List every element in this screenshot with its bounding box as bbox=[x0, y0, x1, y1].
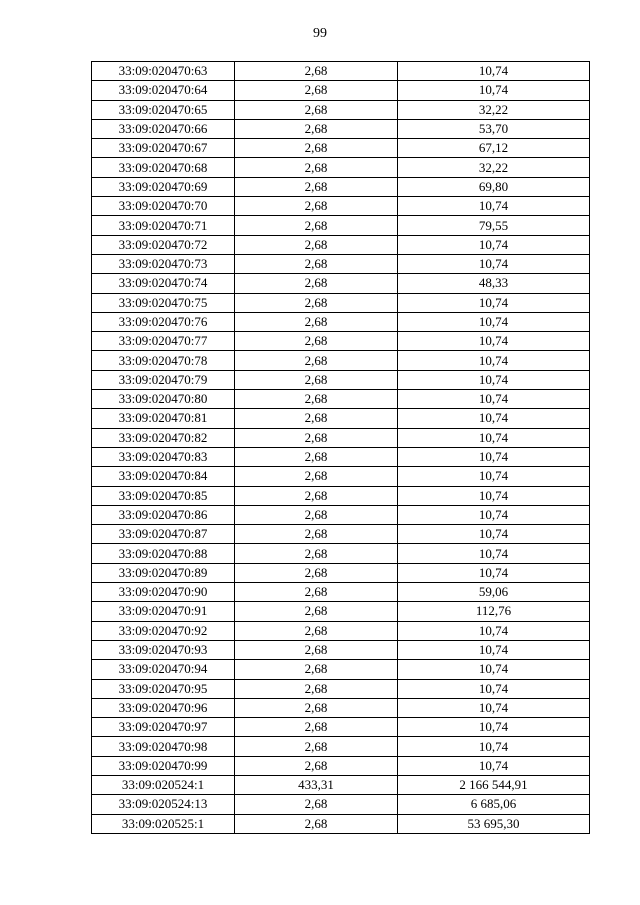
table-row bbox=[92, 312, 590, 331]
cadastral-number-cell: 33:09:020525:1 bbox=[92, 814, 235, 833]
amount-cell: 10,74 bbox=[398, 312, 590, 331]
table-body bbox=[92, 62, 590, 834]
table-row bbox=[92, 139, 590, 158]
table-row bbox=[92, 177, 590, 196]
cadastral-number-cell: 33:09:020524:1 bbox=[92, 775, 235, 794]
value-cell: 2,68 bbox=[235, 332, 398, 351]
value-cell: 2,68 bbox=[235, 312, 398, 331]
value-cell: 2,68 bbox=[235, 447, 398, 466]
cadastral-number-cell: 33:09:020470:97 bbox=[92, 718, 235, 737]
amount-cell: 10,74 bbox=[398, 428, 590, 447]
cadastral-number-cell: 33:09:020470:65 bbox=[92, 100, 235, 119]
table-row bbox=[92, 293, 590, 312]
amount-cell: 2 166 544,91 bbox=[398, 775, 590, 794]
amount-cell: 10,74 bbox=[398, 370, 590, 389]
table-row bbox=[92, 621, 590, 640]
amount-cell: 10,74 bbox=[398, 467, 590, 486]
table-row bbox=[92, 100, 590, 119]
table-row bbox=[92, 814, 590, 833]
cadastral-number-cell: 33:09:020470:64 bbox=[92, 81, 235, 100]
cadastral-number-cell: 33:09:020470:69 bbox=[92, 177, 235, 196]
value-cell: 2,68 bbox=[235, 756, 398, 775]
value-cell: 2,68 bbox=[235, 679, 398, 698]
cadastral-number-cell: 33:09:020470:81 bbox=[92, 409, 235, 428]
table-row bbox=[92, 390, 590, 409]
value-cell: 2,68 bbox=[235, 544, 398, 563]
amount-cell: 10,74 bbox=[398, 525, 590, 544]
table-row bbox=[92, 274, 590, 293]
value-cell: 2,68 bbox=[235, 583, 398, 602]
value-cell: 2,68 bbox=[235, 698, 398, 717]
amount-cell: 48,33 bbox=[398, 274, 590, 293]
table-row bbox=[92, 698, 590, 717]
table-row bbox=[92, 447, 590, 466]
amount-cell: 10,74 bbox=[398, 563, 590, 582]
amount-cell: 112,76 bbox=[398, 602, 590, 621]
amount-cell: 10,74 bbox=[398, 62, 590, 81]
table-row bbox=[92, 544, 590, 563]
cadastral-number-cell: 33:09:020470:86 bbox=[92, 505, 235, 524]
value-cell: 2,68 bbox=[235, 158, 398, 177]
cadastral-number-cell: 33:09:020470:99 bbox=[92, 756, 235, 775]
amount-cell: 10,74 bbox=[398, 332, 590, 351]
value-cell: 2,68 bbox=[235, 814, 398, 833]
table-row bbox=[92, 795, 590, 814]
table-row bbox=[92, 351, 590, 370]
amount-cell: 10,74 bbox=[398, 81, 590, 100]
value-cell: 2,68 bbox=[235, 621, 398, 640]
amount-cell: 10,74 bbox=[398, 197, 590, 216]
amount-cell: 53,70 bbox=[398, 119, 590, 138]
amount-cell: 10,74 bbox=[398, 409, 590, 428]
table-row bbox=[92, 81, 590, 100]
table-row bbox=[92, 718, 590, 737]
table-row bbox=[92, 583, 590, 602]
amount-cell: 69,80 bbox=[398, 177, 590, 196]
cadastral-number-cell: 33:09:020470:88 bbox=[92, 544, 235, 563]
value-cell: 2,68 bbox=[235, 351, 398, 370]
amount-cell: 10,74 bbox=[398, 640, 590, 659]
value-cell: 2,68 bbox=[235, 235, 398, 254]
table-row bbox=[92, 428, 590, 447]
amount-cell: 10,74 bbox=[398, 660, 590, 679]
table-row bbox=[92, 197, 590, 216]
value-cell: 2,68 bbox=[235, 795, 398, 814]
amount-cell: 10,74 bbox=[398, 486, 590, 505]
amount-cell: 6 685,06 bbox=[398, 795, 590, 814]
table-row bbox=[92, 737, 590, 756]
amount-cell: 10,74 bbox=[398, 254, 590, 273]
value-cell: 2,68 bbox=[235, 505, 398, 524]
table-row bbox=[92, 467, 590, 486]
value-cell: 2,68 bbox=[235, 640, 398, 659]
value-cell: 2,68 bbox=[235, 486, 398, 505]
cadastral-number-cell: 33:09:020470:66 bbox=[92, 119, 235, 138]
amount-cell: 10,74 bbox=[398, 698, 590, 717]
amount-cell: 79,55 bbox=[398, 216, 590, 235]
value-cell: 2,68 bbox=[235, 737, 398, 756]
amount-cell: 10,74 bbox=[398, 351, 590, 370]
amount-cell: 10,74 bbox=[398, 621, 590, 640]
cadastral-number-cell: 33:09:020470:84 bbox=[92, 467, 235, 486]
amount-cell: 10,74 bbox=[398, 293, 590, 312]
cadastral-number-cell: 33:09:020470:92 bbox=[92, 621, 235, 640]
value-cell: 2,68 bbox=[235, 62, 398, 81]
cadastral-number-cell: 33:09:020524:13 bbox=[92, 795, 235, 814]
page-number: 99 bbox=[313, 26, 327, 41]
table-row bbox=[92, 660, 590, 679]
table-row bbox=[92, 486, 590, 505]
amount-cell: 59,06 bbox=[398, 583, 590, 602]
amount-cell: 10,74 bbox=[398, 756, 590, 775]
cadastral-number-cell: 33:09:020470:79 bbox=[92, 370, 235, 389]
value-cell: 2,68 bbox=[235, 119, 398, 138]
cadastral-number-cell: 33:09:020470:63 bbox=[92, 62, 235, 81]
cadastral-number-cell: 33:09:020470:70 bbox=[92, 197, 235, 216]
table-row bbox=[92, 254, 590, 273]
amount-cell: 32,22 bbox=[398, 100, 590, 119]
cadastral-number-cell: 33:09:020470:78 bbox=[92, 351, 235, 370]
table-row bbox=[92, 525, 590, 544]
value-cell: 2,68 bbox=[235, 370, 398, 389]
value-cell: 433,31 bbox=[235, 775, 398, 794]
cadastral-number-cell: 33:09:020470:95 bbox=[92, 679, 235, 698]
amount-cell: 10,74 bbox=[398, 737, 590, 756]
value-cell: 2,68 bbox=[235, 409, 398, 428]
value-cell: 2,68 bbox=[235, 660, 398, 679]
cadastral-number-cell: 33:09:020470:85 bbox=[92, 486, 235, 505]
cadastral-number-cell: 33:09:020470:68 bbox=[92, 158, 235, 177]
value-cell: 2,68 bbox=[235, 197, 398, 216]
value-cell: 2,68 bbox=[235, 274, 398, 293]
value-cell: 2,68 bbox=[235, 467, 398, 486]
table-row bbox=[92, 216, 590, 235]
cadastral-number-cell: 33:09:020470:77 bbox=[92, 332, 235, 351]
table-row bbox=[92, 158, 590, 177]
value-cell: 2,68 bbox=[235, 254, 398, 273]
value-cell: 2,68 bbox=[235, 428, 398, 447]
cadastral-number-cell: 33:09:020470:82 bbox=[92, 428, 235, 447]
table-row bbox=[92, 370, 590, 389]
cadastral-number-cell: 33:09:020470:76 bbox=[92, 312, 235, 331]
cadastral-number-cell: 33:09:020470:98 bbox=[92, 737, 235, 756]
cadastral-number-cell: 33:09:020470:87 bbox=[92, 525, 235, 544]
cadastral-number-cell: 33:09:020470:71 bbox=[92, 216, 235, 235]
table-row bbox=[92, 640, 590, 659]
amount-cell: 67,12 bbox=[398, 139, 590, 158]
table-row bbox=[92, 62, 590, 81]
amount-cell: 32,22 bbox=[398, 158, 590, 177]
table-row bbox=[92, 563, 590, 582]
amount-cell: 10,74 bbox=[398, 390, 590, 409]
cadastral-number-cell: 33:09:020470:83 bbox=[92, 447, 235, 466]
amount-cell: 10,74 bbox=[398, 544, 590, 563]
amount-cell: 53 695,30 bbox=[398, 814, 590, 833]
value-cell: 2,68 bbox=[235, 100, 398, 119]
value-cell: 2,68 bbox=[235, 293, 398, 312]
table-row bbox=[92, 235, 590, 254]
cadastral-number-cell: 33:09:020470:67 bbox=[92, 139, 235, 158]
cadastral-number-cell: 33:09:020470:96 bbox=[92, 698, 235, 717]
cadastral-number-cell: 33:09:020470:80 bbox=[92, 390, 235, 409]
amount-cell: 10,74 bbox=[398, 235, 590, 254]
value-cell: 2,68 bbox=[235, 390, 398, 409]
value-cell: 2,68 bbox=[235, 81, 398, 100]
amount-cell: 10,74 bbox=[398, 505, 590, 524]
table-row bbox=[92, 602, 590, 621]
cadastral-number-cell: 33:09:020470:75 bbox=[92, 293, 235, 312]
table-row bbox=[92, 409, 590, 428]
cadastral-number-cell: 33:09:020470:89 bbox=[92, 563, 235, 582]
cadastral-number-cell: 33:09:020470:91 bbox=[92, 602, 235, 621]
table-row bbox=[92, 756, 590, 775]
amount-cell: 10,74 bbox=[398, 679, 590, 698]
value-cell: 2,68 bbox=[235, 139, 398, 158]
cadastral-number-cell: 33:09:020470:93 bbox=[92, 640, 235, 659]
value-cell: 2,68 bbox=[235, 718, 398, 737]
value-cell: 2,68 bbox=[235, 177, 398, 196]
table-row bbox=[92, 775, 590, 794]
cadastral-number-cell: 33:09:020470:72 bbox=[92, 235, 235, 254]
cadastral-number-cell: 33:09:020470:94 bbox=[92, 660, 235, 679]
amount-cell: 10,74 bbox=[398, 718, 590, 737]
value-cell: 2,68 bbox=[235, 563, 398, 582]
cadastral-number-cell: 33:09:020470:73 bbox=[92, 254, 235, 273]
cadastral-number-cell: 33:09:020470:74 bbox=[92, 274, 235, 293]
amount-cell: 10,74 bbox=[398, 447, 590, 466]
data-table bbox=[91, 61, 590, 834]
value-cell: 2,68 bbox=[235, 216, 398, 235]
table-row bbox=[92, 332, 590, 351]
table-row bbox=[92, 679, 590, 698]
value-cell: 2,68 bbox=[235, 525, 398, 544]
table-row bbox=[92, 505, 590, 524]
table-row bbox=[92, 119, 590, 138]
value-cell: 2,68 bbox=[235, 602, 398, 621]
cadastral-number-cell: 33:09:020470:90 bbox=[92, 583, 235, 602]
